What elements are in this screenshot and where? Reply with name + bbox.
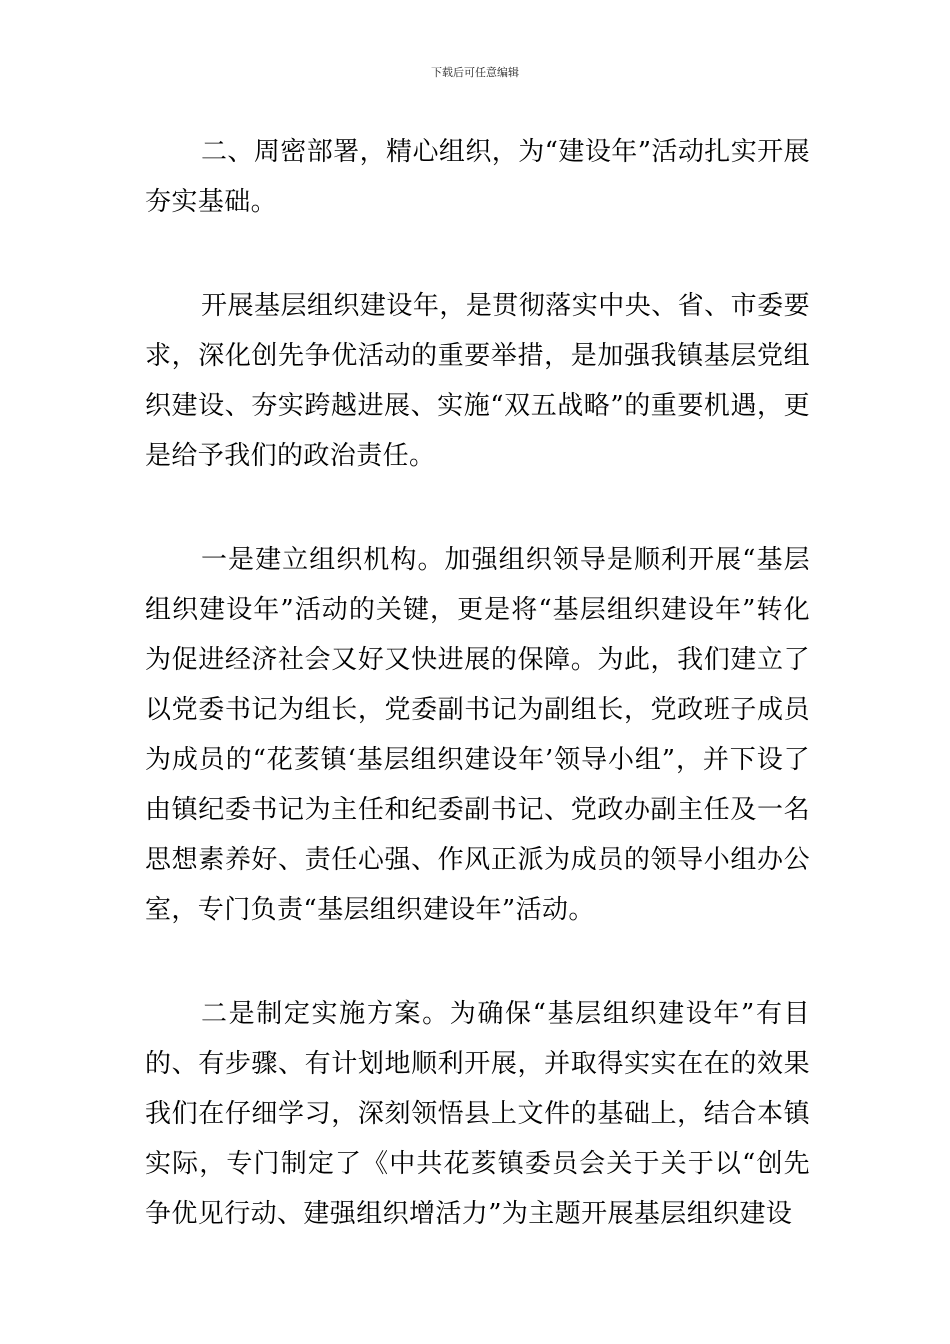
paragraph-section-heading: 二、周密部署，精心组织，为“建设年”活动扎实开展夯实基础。 — [145, 137, 810, 217]
paragraph-intro: 开展基层组织建设年，是贯彻落实中央、省、市委要求，深化创先争优活动的重要举措，是加强我镇基层党组织建设、夯实跨越进展、实施“双五战略”的重要机遇，更是给予我们的政治责任。 — [145, 291, 810, 471]
paragraph-plan: 二是制定实施方案。为确保“基层组织建设年”有目的、有步骤、有计划地顺利开展，并取得实实在在的效果我们在仔细学习，深刻领悟县上文件的基础上，结合本镇实际，专门制定了《中共花荄镇委员会关于关于以“创先争优见行动、建强组织增活力”为主题开展基层组织建设 — [145, 999, 810, 1229]
paragraph-organization: 一是建立组织机构。加强组织领导是顺利开展“基层组织建设年”活动的关键，更是将“基层组织建设年”转化为促进经济社会又好又快进展的保障。为此，我们建立了以党委书记为组长，党委副书记为副组长，党政班子成员为成员的“花荄镇‘基层组织建设年’领导小组”，并下设了由镇纪委书记为主任和纪委副书记、党政办副主任及一名思想素养好、责任心强、作风正派为成员的领导小组办公室，专门负责“基层组织建设年”活动。 — [145, 545, 810, 925]
document-body — [145, 127, 810, 1239]
header-note: 下载后可任意编辑 — [431, 66, 519, 79]
